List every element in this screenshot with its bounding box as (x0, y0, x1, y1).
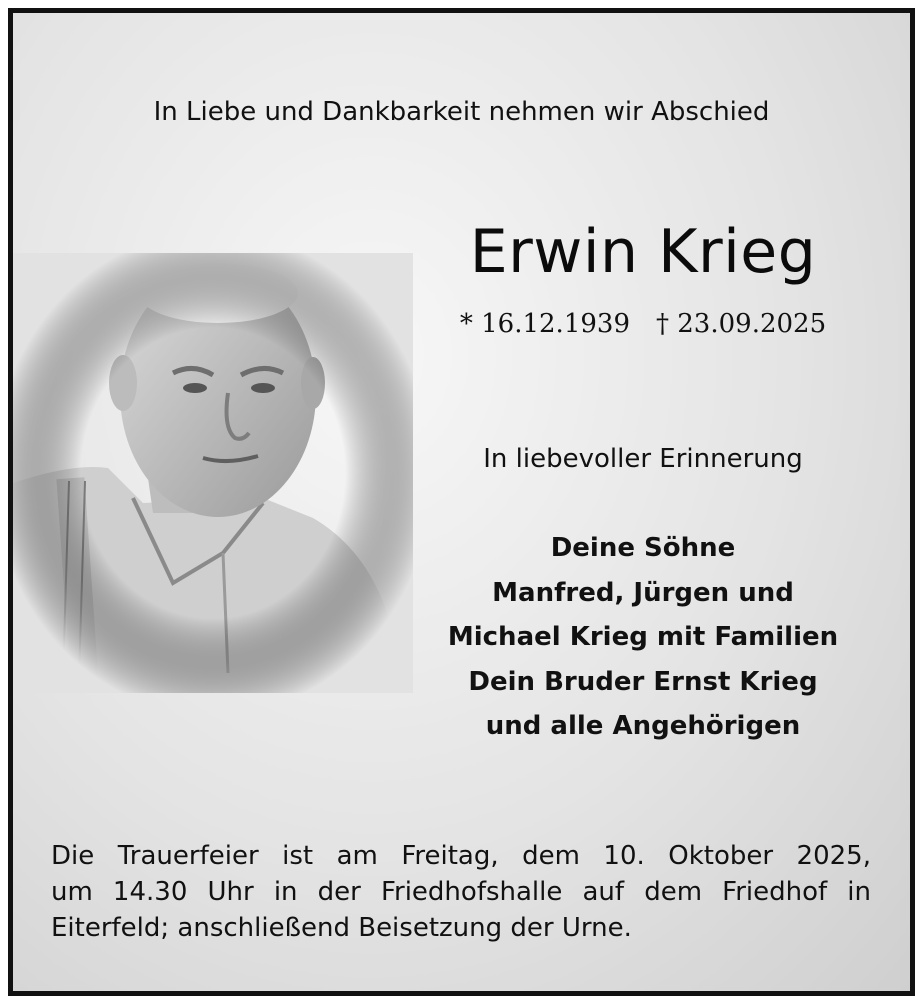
ceremony-line: Eiterfeld; anschließend Beisetzung der Urne. (51, 913, 632, 943)
mourner-line: Deine Söhne (550, 533, 736, 563)
life-dates (443, 309, 843, 339)
mourner-line: Manfred, Jürgen und (492, 577, 794, 608)
mourner-line: und alle Angehörigen (485, 711, 801, 741)
mourner-line: Dein Bruder Ernst Krieg (468, 666, 818, 697)
intro-line: In Liebe und Dankbarkeit nehmen wir Abschied (153, 97, 770, 127)
memory-line: In liebevoller Erinnerung (483, 444, 803, 474)
ceremony-info (51, 838, 871, 946)
death-date: † 23.09.2025 (656, 309, 827, 339)
birth-date: * 16.12.1939 (459, 309, 630, 339)
deceased-name: Erwin Krieg (469, 217, 817, 287)
mourners-list (423, 526, 863, 749)
obituary-card (8, 8, 915, 996)
portrait-photo (13, 253, 413, 693)
mourner-line: Michael Krieg mit Familien (447, 622, 839, 652)
ceremony-line: um 14.30 Uhr in der Friedhofshalle auf dem Friedhof in (51, 877, 871, 907)
ceremony-line: Die Trauerfeier ist am Freitag, dem 10. Oktober 2025, (51, 841, 871, 871)
